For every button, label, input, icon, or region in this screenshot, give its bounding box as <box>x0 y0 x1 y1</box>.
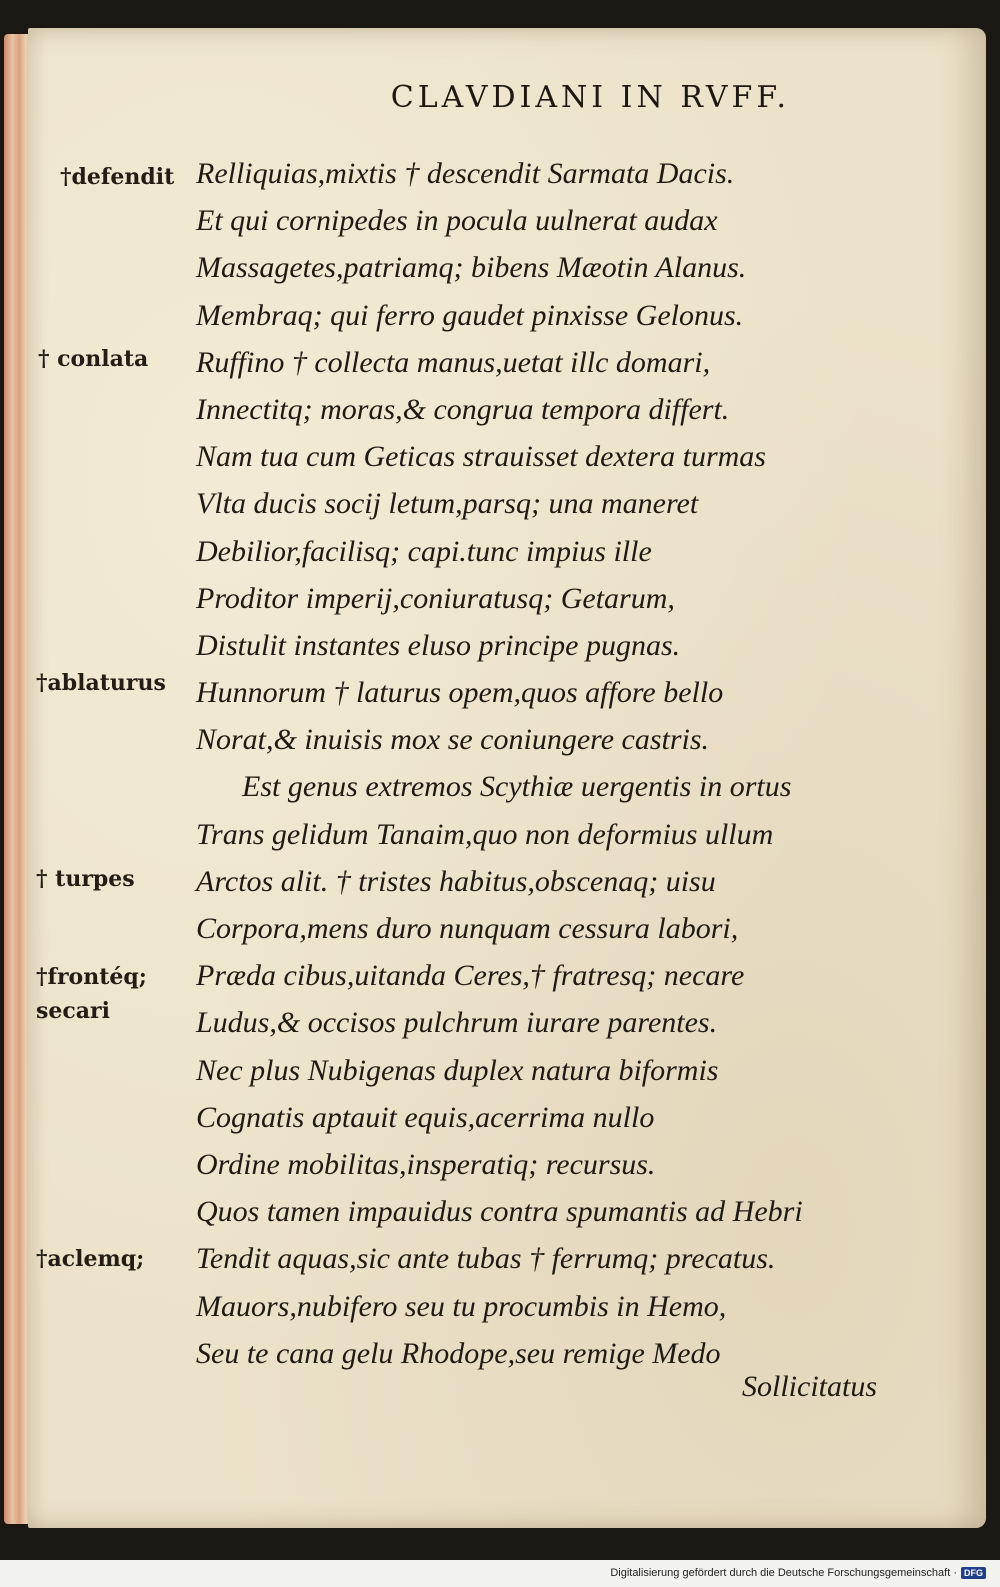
running-title: CLAVDIANI IN RVFF. <box>390 80 790 115</box>
verse-line: Norat,& inuisis mox se coniungere castris. <box>196 723 710 757</box>
verse-line: Cognatis aptauit equis,acerrima nullo <box>196 1100 655 1134</box>
digitization-credit <box>610 1567 986 1579</box>
marginal-note: †frontéq; <box>36 964 147 990</box>
marginal-note: secari <box>36 998 110 1024</box>
verse-line: Massagetes,patriamq; bibens Mæotin Alanus. <box>196 251 747 285</box>
verse-line: Distulit instantes eluso principe pugnas. <box>196 628 681 662</box>
verse-line: Ordine mobilitas,insperatiq; recursus. <box>196 1147 656 1181</box>
verse-line: Membraq; qui ferro gaudet pinxisse Gelonus. <box>196 298 744 332</box>
verse-line: Relliquias,mixtis † descendit Sarmata Dacis. <box>196 157 735 190</box>
verse-line: Nec plus Nubigenas duplex natura biformis <box>196 1053 719 1087</box>
verse-line: Innectitq; moras,& congrua tempora differt. <box>196 392 730 426</box>
marginal-note: † conlata <box>38 346 149 372</box>
verse-block <box>196 150 916 1377</box>
verse-line: Et qui cornipedes in pocula uulnerat audax <box>196 204 718 238</box>
verse-line: Quos tamen impauidus contra spumantis ad Hebri <box>196 1195 803 1229</box>
verse-line: Arctos alit. † tristes habitus,obscenaq; uisu <box>196 864 716 898</box>
catchword: Sollicitatus <box>742 1370 877 1403</box>
dfg-logo-icon: DFG <box>961 1567 986 1579</box>
marginal-note: † turpes <box>36 866 135 892</box>
verse-line: Præda cibus,uitanda Ceres,† fratresq; necare <box>196 959 745 993</box>
verse-line: Vlta ducis socij letum,parsq; una maneret <box>196 487 699 521</box>
verse-line: Tendit aquas,sic ante tubas † ferrumq; precatus. <box>196 1242 776 1276</box>
verse-line: Proditor imperij,coniuratusq; Getarum, <box>196 581 675 615</box>
verse-line: Hunnorum † laturus opem,quos affore bello <box>196 676 724 710</box>
verse-line: Mauors,nubifero seu tu procumbis in Hemo, <box>196 1289 727 1323</box>
verse-line: Trans gelidum Tanaim,quo non deformius ullum <box>196 817 774 851</box>
marginal-note: †defendit <box>60 164 175 190</box>
verse-line: Ruffino † collecta manus,uetat illc domari, <box>196 345 711 379</box>
verse-line: Nam tua cum Geticas strauisset dextera turmas <box>196 440 766 474</box>
verse-line: Ludus,& occisos pulchrum iurare parentes. <box>196 1006 718 1040</box>
verse-line: Debilior,facilisq; capi.tunc impius ille <box>196 534 652 568</box>
marginal-note: †aclemq; <box>36 1246 145 1272</box>
verse-line: Corpora,mens duro nunquam cessura labori, <box>196 912 739 945</box>
marginal-note: †ablaturus <box>36 670 166 696</box>
credit-text: Digitalisierung gefördert durch die Deutsche Forschungsgemeinschaft · <box>610 1567 957 1579</box>
verse-line: Est genus extremos Scythiæ uergentis in ortus <box>242 770 792 804</box>
verse-line: Seu te cana gelu Rhodope,seu remige Medo <box>196 1336 721 1370</box>
